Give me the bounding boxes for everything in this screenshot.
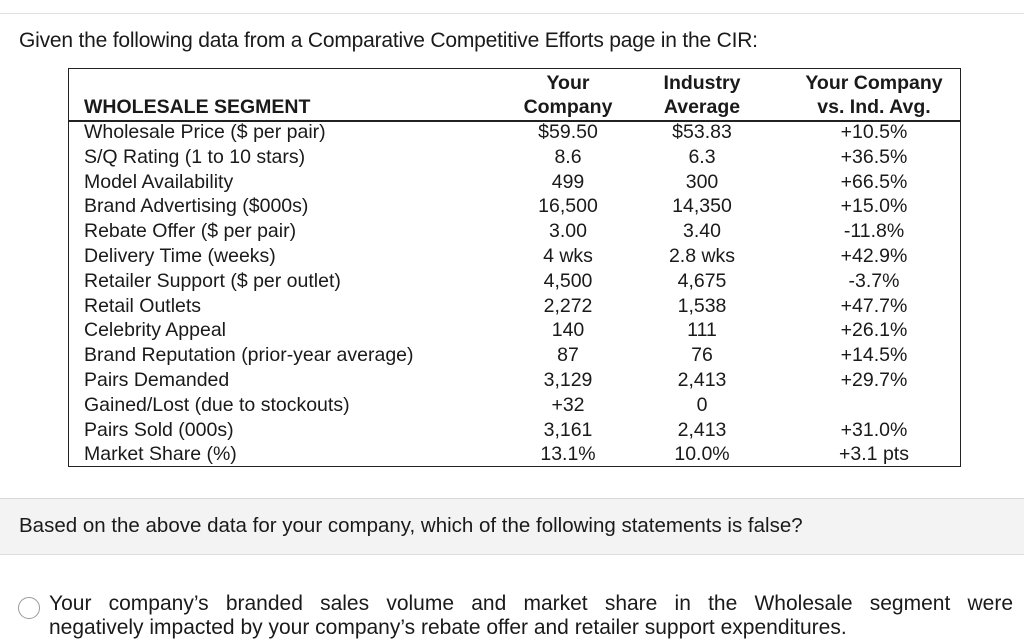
row-label: Rebate Offer ($ per pair) <box>84 220 297 243</box>
row-your-company-value: $59.50 <box>538 121 598 143</box>
row-your-company-value: 3.00 <box>549 220 587 243</box>
row-label: Celebrity Appeal <box>84 319 227 342</box>
row-vs-ind-avg-value: -11.8% <box>843 220 905 243</box>
row-vs-ind-avg-value: +47.7% <box>840 294 908 317</box>
row-your-company-value: 13.1% <box>540 443 596 466</box>
row-your-company-value: 16,500 <box>538 195 598 218</box>
option-text-line2[interactable]: negatively impacted by your company’s rebate offer and retailer support expenditures. <box>49 616 847 639</box>
row-label: S/Q Rating (1 to 10 stars) <box>84 145 306 168</box>
row-label: Wholesale Price ($ per pair) <box>84 121 326 143</box>
row-industry-average-value: 2,413 <box>677 418 727 441</box>
row-industry-average-value: 4,675 <box>677 269 727 292</box>
option-radio[interactable] <box>18 597 40 619</box>
header-vs-ind-avg-line1: Your Company <box>805 72 943 94</box>
row-label: Brand Advertising ($000s) <box>84 195 309 218</box>
row-industry-average-value: 2.8 wks <box>668 245 736 267</box>
row-vs-ind-avg-value: +3.1 pts <box>839 443 909 466</box>
row-label: Brand Reputation (prior-year average) <box>84 344 414 367</box>
row-vs-ind-avg-value: +36.5% <box>840 145 908 168</box>
row-label: Model Availability <box>84 170 234 193</box>
header-vs-ind-avg-line2: vs. Ind. Avg. <box>817 96 931 118</box>
row-your-company-value: 3,161 <box>543 418 593 441</box>
row-vs-ind-avg-value: -3.7% <box>848 269 900 292</box>
row-industry-average-value: 10.0% <box>674 443 730 466</box>
row-your-company-value: 140 <box>551 319 585 342</box>
row-vs-ind-avg-value: +31.0% <box>840 418 908 441</box>
row-your-company-value: 87 <box>557 344 579 367</box>
row-label: Pairs Demanded <box>84 369 230 391</box>
row-label: Delivery Time (weeks) <box>84 245 276 267</box>
row-vs-ind-avg-value: +29.7% <box>840 369 908 391</box>
header-your-company-line2: Company <box>523 96 613 118</box>
row-your-company-value: 2,272 <box>543 294 593 317</box>
header-segment: WHOLESALE SEGMENT <box>84 96 311 118</box>
row-vs-ind-avg-value: +42.9% <box>840 245 908 267</box>
header-your-company-line1: Your <box>546 72 590 94</box>
row-industry-average-value: 3.40 <box>683 220 721 243</box>
row-industry-average-value: 14,350 <box>672 195 732 218</box>
row-industry-average-value: $53.83 <box>672 121 732 143</box>
row-your-company-value: +32 <box>551 393 585 416</box>
header-industry-average-line2: Average <box>663 96 741 118</box>
row-vs-ind-avg-value: +26.1% <box>840 319 908 342</box>
row-label: Gained/Lost (due to stockouts) <box>84 393 350 416</box>
row-label: Pairs Sold (000s) <box>84 418 234 441</box>
row-industry-average-value: 6.3 <box>688 145 716 168</box>
row-your-company-value: 4 wks <box>543 245 593 267</box>
row-industry-average-value: 2,413 <box>677 369 727 391</box>
row-industry-average-value: 76 <box>691 344 713 367</box>
row-industry-average-value: 111 <box>687 319 717 342</box>
option-text-line1[interactable]: Your company’s branded sales volume and market share in the Wholesale segment were <box>49 592 1013 615</box>
header-industry-average-line1: Industry <box>663 72 741 94</box>
row-your-company-value: 8.6 <box>554 145 582 168</box>
row-industry-average-value: 1,538 <box>677 294 727 317</box>
row-vs-ind-avg-value: +14.5% <box>840 344 908 367</box>
row-industry-average-value: 300 <box>685 170 719 193</box>
row-vs-ind-avg-value: +66.5% <box>840 170 908 193</box>
question-prompt: Based on the above data for your company, which of the following statements is false? <box>19 514 803 537</box>
row-label: Market Share (%) <box>84 443 237 466</box>
row-your-company-value: 4,500 <box>543 269 593 292</box>
row-industry-average-value: 0 <box>696 393 708 416</box>
row-your-company-value: 499 <box>551 170 585 193</box>
row-vs-ind-avg-value: +15.0% <box>840 195 908 218</box>
row-label: Retailer Support ($ per outlet) <box>84 269 341 292</box>
question-title: Given the following data from a Comparative Competitive Efforts page in the CIR: <box>19 29 758 52</box>
row-your-company-value: 3,129 <box>543 369 593 391</box>
row-label: Retail Outlets <box>84 294 202 317</box>
row-vs-ind-avg-value: +10.5% <box>840 121 908 143</box>
